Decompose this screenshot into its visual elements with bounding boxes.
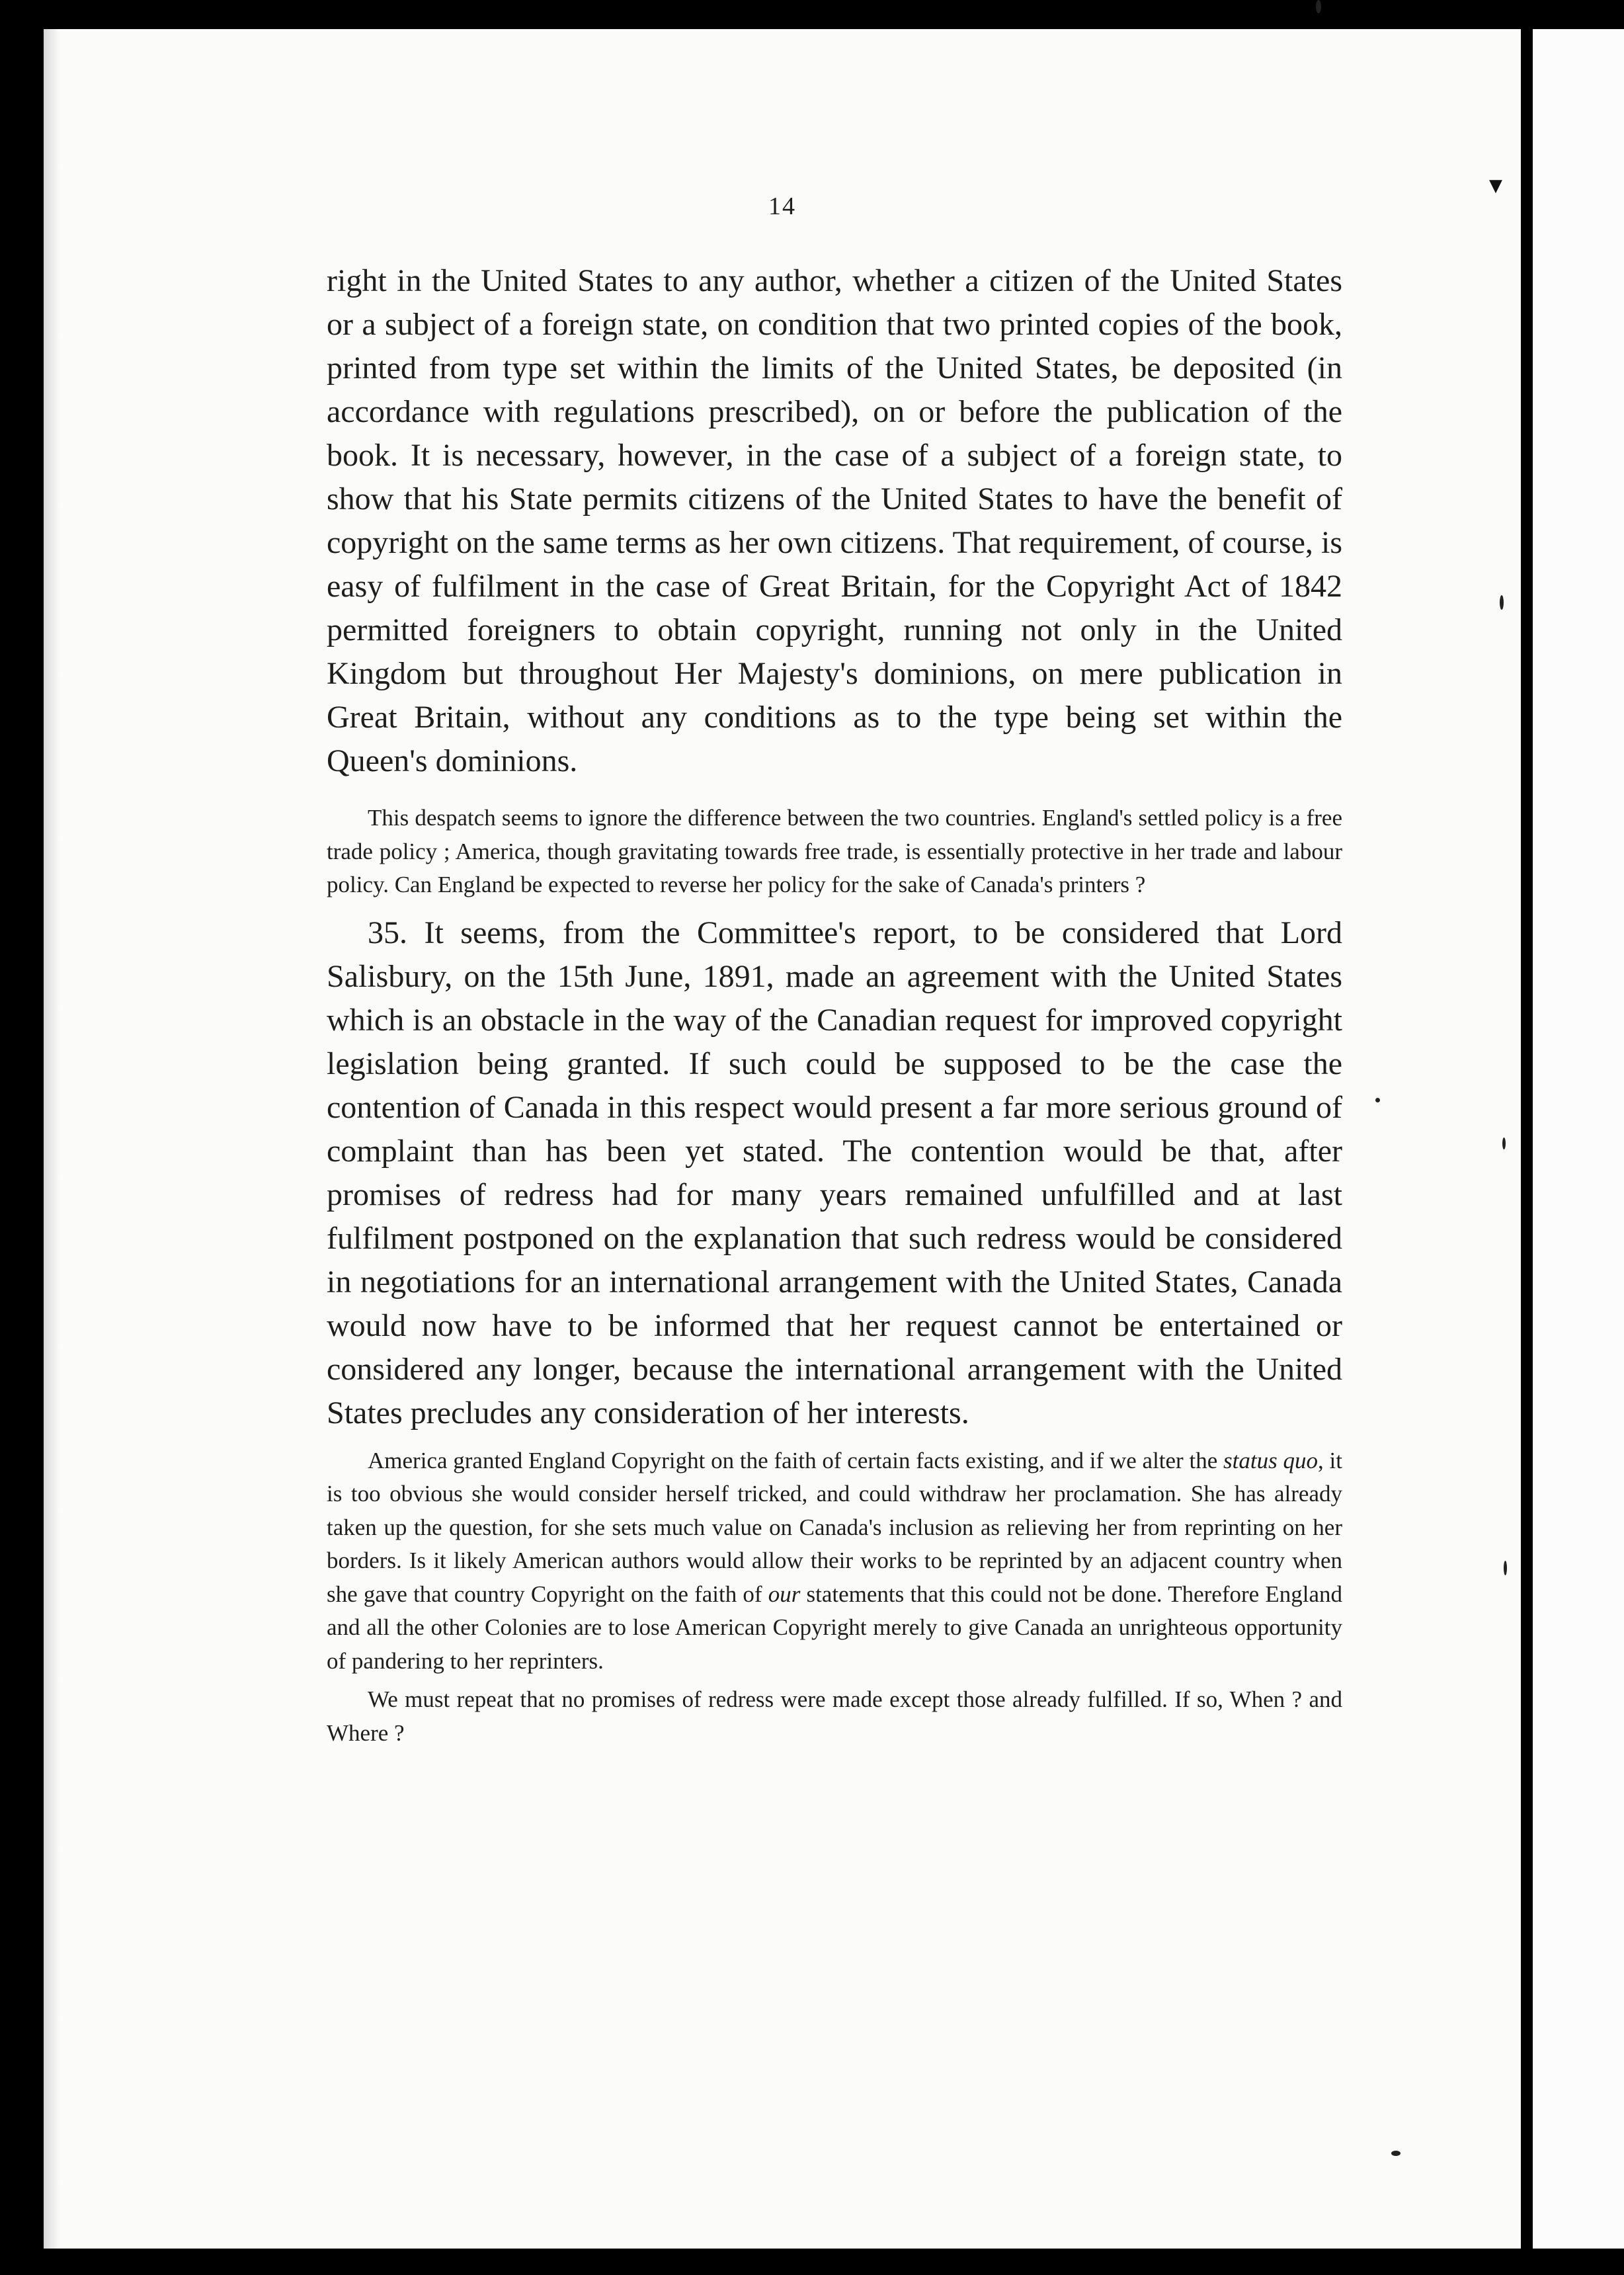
scan-mark: ▼ (1489, 176, 1502, 196)
commentary-note-tricked (327, 1444, 1342, 1678)
scan-speck (1504, 1561, 1507, 1575)
scan-speck (1502, 1138, 1506, 1149)
commentary-note-when-where: We must repeat that no promises of redress were made except those already fulfilled. If so, When ? and Where ? (327, 1686, 1342, 1746)
note-text: statements that this could not be done. Therefore England and all the other Colonies are to lose American Copyright merely to give Canada an unrighteous opportunity of pandering to her reprinters. (327, 1581, 1342, 1674)
italic-term: status quo (1223, 1447, 1318, 1473)
paragraph-continuation: right in the United States to any author, whether a citizen of the United States or a subject of a foreign state, on condition that two printed copies of the book, printed from type set within the limits of the United States, be deposited (in accordance with regulations prescribed), on or before the publication of the book. It is necessary, however, in the case of a subject of a foreign state, to show that his State permits citizens of the United States to have the benefit of copyright on the same terms as her own citizens. That requirement, of course, is easy of fulfilment in the case of Great Britain, for the Copyright Act of 1842 permitted foreigners to obtain copyright, running not only in the United Kingdom but throughout Her Majesty's dominions, on mere publication in Great Britain, without any conditions as to the type being set within the Queen's dominions. (327, 263, 1342, 778)
scanned-page (44, 29, 1521, 2249)
scan-speck (1375, 1098, 1380, 1102)
page-content (327, 259, 1342, 1750)
page-number: 14 (768, 192, 796, 220)
adjacent-page-edge (1533, 29, 1624, 2249)
paragraph-section-35: 35. It seems, from the Committee's report, to be considered that Lord Salisbury, on the 15th June, 1891, made an agreement with the United States which is an obstacle in the way of the Canadian request for improved copyright legislation being granted. If such could be supposed to be the case the contention of Canada in this respect would present a far more serious ground of complaint than has been yet stated. The contention would be that, after promises of redress had for many years remained unfulfilled and at last fulfilment postponed on the explanation that such redress would be considered in negotiations for an international arrangement with the United States, Canada would now have to be informed that her request cannot be entertained or considered any longer, because the international arrangement with the United States precludes any consideration of her interests. (327, 915, 1342, 1430)
scan-speck (1391, 2151, 1401, 2156)
note-text: America granted England Copyright on the faith of certain facts existing, and if we alter the (368, 1447, 1224, 1473)
scan-speck (1500, 595, 1504, 610)
note-text: , it is too obvious she would consider herself tricked, and could withdraw her proclamation. She has already taken up the question, for she sets much value on Canada's inclusion as relieving her from reprinting on her borders. Is it likely American authors would allow their works to be reprinted by an adjacent country when she gave that country Copyright on the faith of (327, 1447, 1342, 1607)
scan-speck (1316, 0, 1321, 13)
commentary-note: This despatch seems to ignore the difference between the two countries. England's settled policy is a free trade policy ; America, though gravitating towards free trade, is essentially protective in her trade and labour policy. Can England be expected to reverse her policy for the sake of Canada's printers ? (327, 805, 1342, 897)
italic-term: our (768, 1581, 801, 1607)
